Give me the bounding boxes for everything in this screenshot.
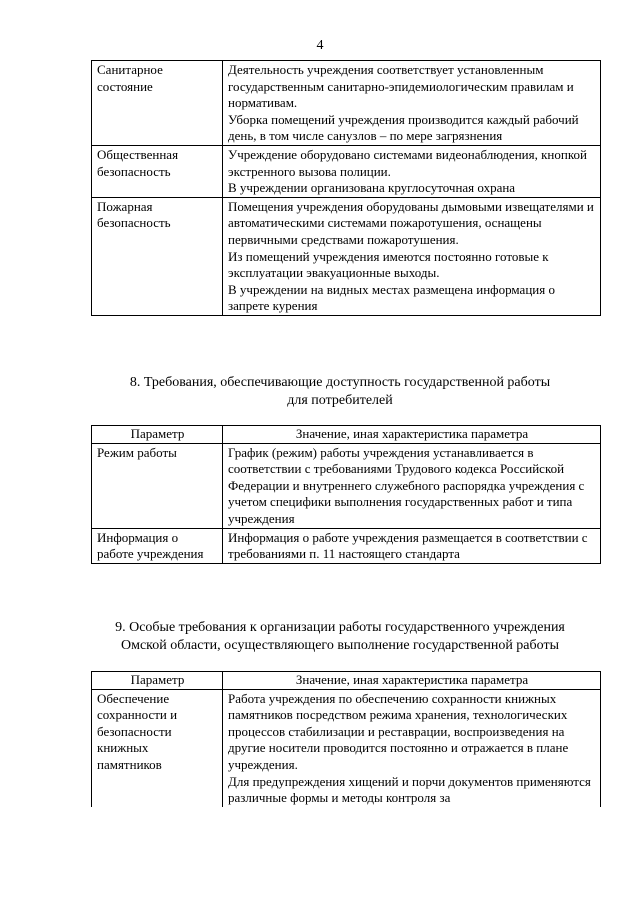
param-text: работе учреждения <box>97 546 204 562</box>
value-cell <box>223 528 601 563</box>
value-text: Из помещений учреждения имеются постоянно готовые к эксплуатации эвакуационные выходы. <box>228 248 549 281</box>
param-cell <box>92 689 223 807</box>
param-cell <box>92 528 223 563</box>
param-text: Режим работы <box>97 444 177 460</box>
table-header-row <box>92 672 601 690</box>
param-text: памятников <box>97 756 162 772</box>
table-row <box>92 145 601 197</box>
value-cell <box>223 689 601 807</box>
section-title-line: для потребителей <box>287 393 393 408</box>
section-title-line: Омской области, осуществляющего выполнение государственной работы <box>121 638 559 653</box>
value-text: Работа учреждения по обеспечению сохранности книжных памятников посредством режима хранения, технологических процессов стабилизации и реставрации, воспроизведения на другие носители проводится постоянно и отражается в плане учреждения. <box>228 690 569 772</box>
value-text: Для предупреждения хищений и порчи документов применяются различные формы и методы контроля за <box>228 773 591 806</box>
value-text: Уборка помещений учреждения производится каждый рабочий день, в том числе санузлов – по мере загрязнения <box>228 111 579 144</box>
table-requirements-conditions <box>91 60 601 316</box>
table-row <box>92 197 601 315</box>
value-text: В учреждении организована круглосуточная охрана <box>228 180 516 196</box>
value-text: В учреждении на видных местах размещена информация о запрете курения <box>228 281 555 314</box>
param-text: Санитарное <box>97 62 163 77</box>
param-text: безопасности <box>97 723 172 739</box>
value-text: Помещения учреждения оборудованы дымовыми извещателями и автоматическими системами пожаротушения, оснащены первичными средствами пожаротушения. <box>228 198 594 247</box>
header-param: Параметр <box>92 426 223 444</box>
param-cell <box>92 61 223 146</box>
value-text: График (режим) работы учреждения устанавливается в соответствии с требованиями Трудового кодекса Российской Федерации и внутреннего служебного распорядка учреждения с учетом специфики выполнения государственных работ и типа учреждения <box>228 444 585 526</box>
table-header-row <box>92 426 601 444</box>
param-text: Общественная <box>97 146 179 162</box>
table-row <box>92 528 601 563</box>
param-cell <box>92 443 223 528</box>
param-text: Обеспечение <box>97 690 170 706</box>
header-value: Значение, иная характеристика параметра <box>223 672 601 690</box>
value-text: Деятельность учреждения соответствует установленным государственным санитарно-эпидемиологическим правилам и нормативам. <box>228 62 574 111</box>
table-accessibility <box>91 425 601 564</box>
section-title-line: 8. Требования, обеспечивающие доступность государственной работы <box>129 375 551 390</box>
section-9-title <box>60 619 620 655</box>
param-text: Пожарная <box>97 198 153 214</box>
value-cell <box>223 443 601 528</box>
table-row <box>92 61 601 146</box>
param-text: безопасность <box>97 215 171 231</box>
section-8-title <box>60 374 620 410</box>
param-text: Информация о <box>97 529 179 545</box>
value-text: Информация о работе учреждения размещается в соответствии с требованиями п. 11 настоящего стандарта <box>228 529 588 562</box>
section-title-line: 9. Особые требования к организации работы государственного учреждения <box>115 620 565 635</box>
page-number: 4 <box>316 38 324 53</box>
param-text: книжных <box>97 740 149 756</box>
header-value: Значение, иная характеристика параметра <box>223 426 601 444</box>
param-cell <box>92 197 223 315</box>
value-cell <box>223 197 601 315</box>
value-cell <box>223 145 601 197</box>
param-text: безопасность <box>97 163 171 179</box>
header-param: Параметр <box>92 672 223 690</box>
param-text: состояние <box>97 78 153 94</box>
table-row <box>92 689 601 807</box>
table-special-requirements <box>91 671 601 807</box>
value-text: Учреждение оборудовано системами видеонаблюдения, кнопкой экстренного вызова полиции. <box>228 146 587 179</box>
param-text: сохранности и <box>97 707 178 723</box>
param-cell <box>92 145 223 197</box>
table-row <box>92 443 601 528</box>
value-cell <box>223 61 601 146</box>
